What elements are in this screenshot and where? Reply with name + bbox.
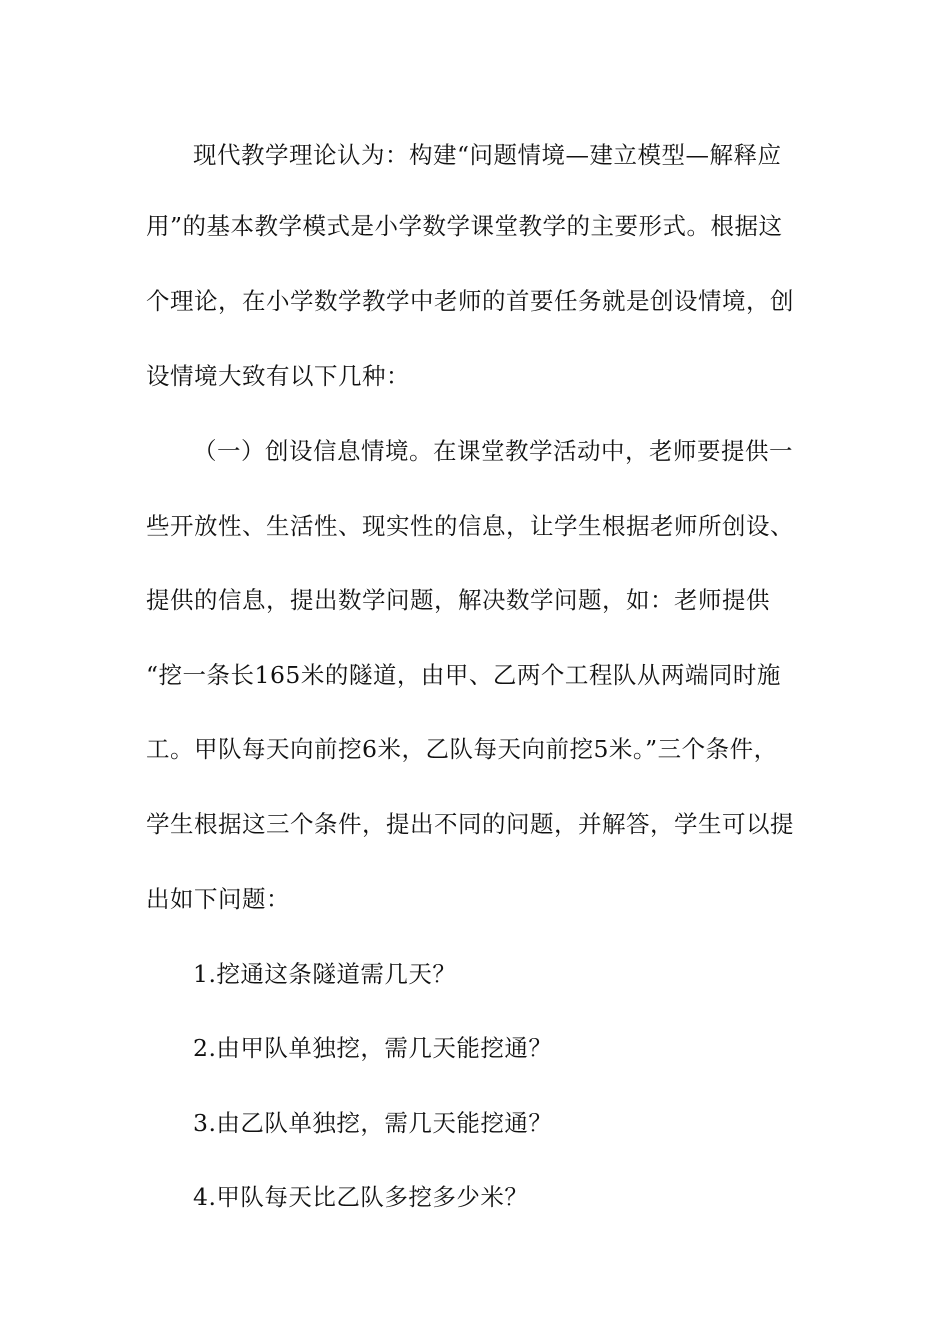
list-item-3: 3.由乙队单独挖，需几天能挖通？ [193,1109,553,1137]
paragraph-line-10: 学生根据这三个条件，提出不同的问题，并解答，学生可以提 [146,810,794,838]
paragraph-line-5: （一）创设信息情境。在课堂教学活动中，老师要提供一 [193,437,793,465]
paragraph-line-2: 用”的基本教学模式是小学数学课堂教学的主要形式。根据这 [146,212,783,240]
paragraph-line-9: 工。甲队每天向前挖6米，乙队每天向前挖5米。”三个条件， [146,735,778,763]
paragraph-line-4: 设情境大致有以下几种： [146,362,410,390]
paragraph-line-3: 个理论，在小学数学教学中老师的首要任务就是创设情境，创 [146,287,794,315]
list-item-1: 1.挖通这条隧道需几天？ [193,960,457,988]
paragraph-line-8: “挖一条长165米的隧道，由甲、乙两个工程队从两端同时施 [146,661,781,689]
paragraph-line-7: 提供的信息，提出数学问题，解决数学问题，如：老师提供 [146,586,770,614]
paragraph-line-11: 出如下问题： [146,885,290,913]
list-item-2: 2.由甲队单独挖，需几天能挖通？ [193,1034,553,1062]
paragraph-line-1: 现代教学理论认为：构建“问题情境—建立模型—解释应 [193,141,782,169]
list-item-4: 4.甲队每天比乙队多挖多少米？ [193,1183,529,1211]
paragraph-line-6: 些开放性、生活性、现实性的信息，让学生根据老师所创设、 [146,512,794,540]
